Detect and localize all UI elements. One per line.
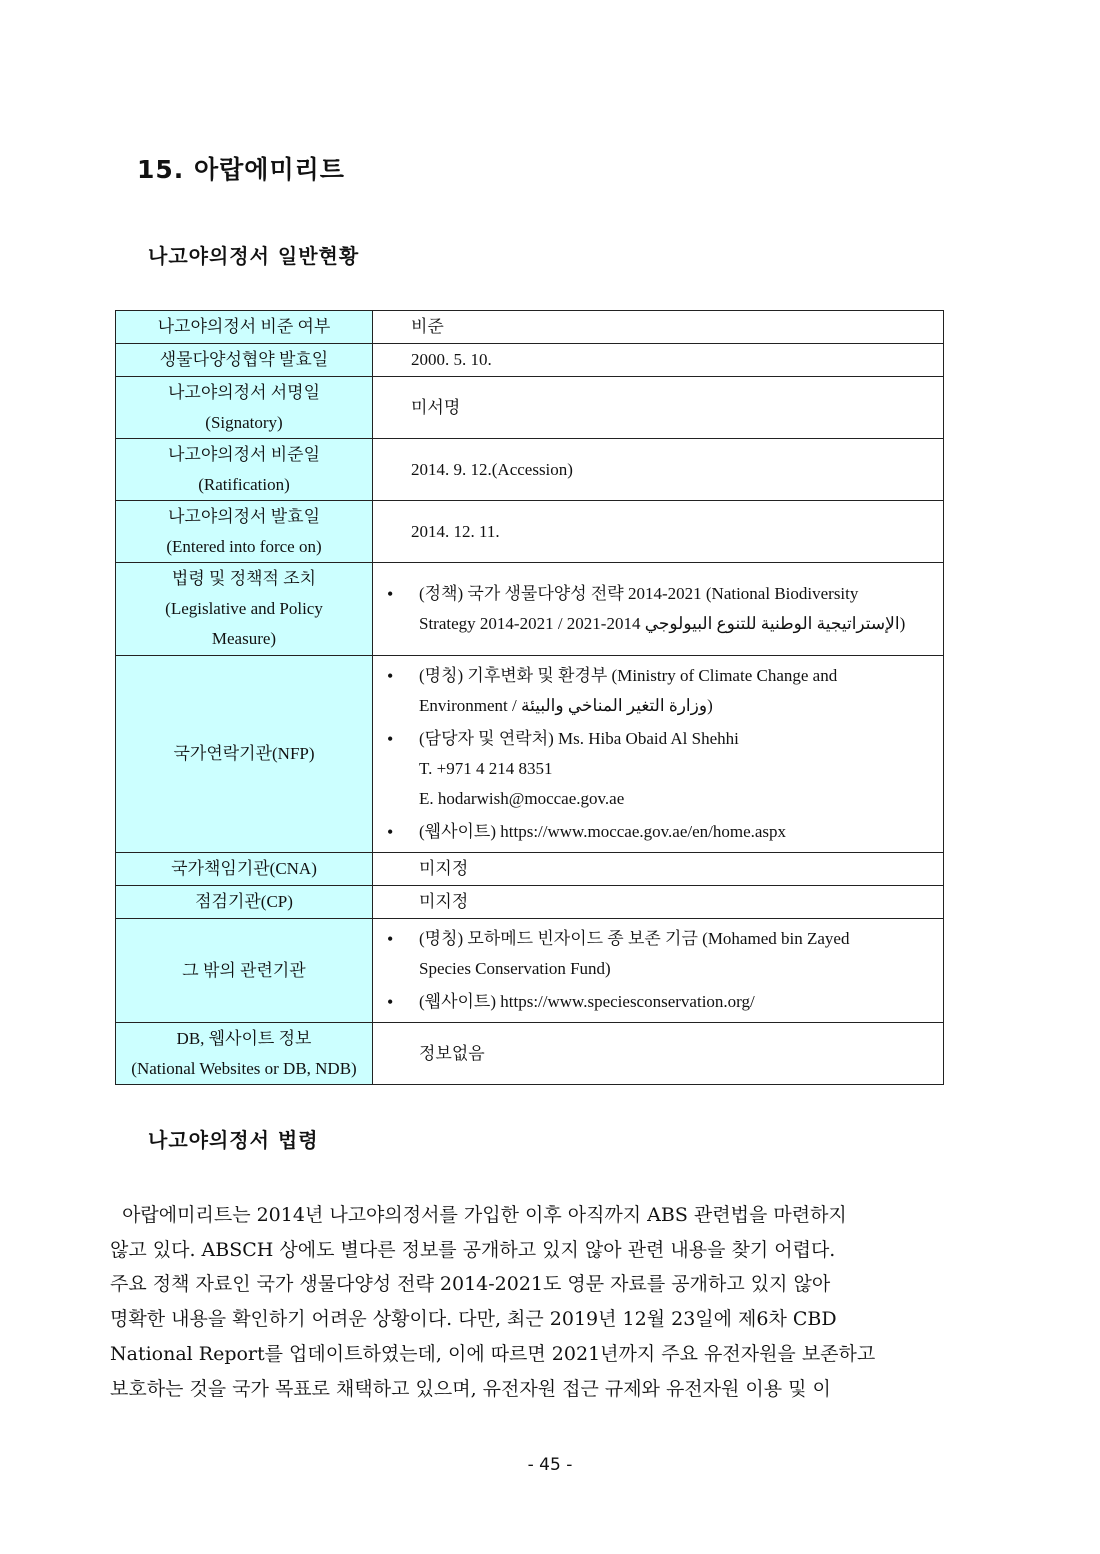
- signatory-label: [116, 377, 373, 439]
- nfp-name-line1: • (명칭) 기후변화 및 환경부 (Ministry of Climate Change and: [419, 666, 838, 685]
- nfp-website: • (웹사이트) https://www.moccae.gov.ae/en/home.aspx: [419, 822, 787, 841]
- measure-value: [373, 563, 944, 656]
- measure-label-en2: Measure): [211, 629, 277, 648]
- nfp-contact-line3: E. hodarwish@moccae.gov.ae: [419, 789, 625, 808]
- entry-label-ko: 나고야의정서 발효일: [167, 506, 321, 526]
- paragraph-line: 아랍에미리트는 2014년 나고야의정서를 가입한 이후 아직까지 ABS 관련법을 마련하지: [110, 1204, 847, 1226]
- measure-label-en1: (Legislative and Policy: [165, 599, 323, 618]
- entry-into-force-value: 2014. 12. 11.: [373, 501, 944, 563]
- list-item: [387, 924, 923, 984]
- signatory-label-en: (Signatory): [205, 412, 283, 432]
- list-item: [387, 817, 923, 847]
- body-paragraph: [110, 1198, 990, 1406]
- signatory-value: 미서명: [373, 377, 944, 439]
- table-row: [116, 1023, 944, 1085]
- db-label: [116, 1023, 373, 1085]
- list-item: [387, 987, 923, 1017]
- section-heading-law: 나고야의정서 법령: [148, 1128, 319, 1152]
- paragraph-line: 않고 있다. ABSCH 상에도 별다른 정보를 공개하고 있지 않아 관련 내용을 찾기 어렵다.: [110, 1238, 836, 1261]
- arabic-text: الإستراتيجية الوطنية للتنوع البيولوجي: [644, 614, 900, 633]
- ratification-date-value: 2014. 9. 12.(Accession): [373, 439, 944, 501]
- table-row: [116, 344, 944, 377]
- ratification-date-label-ko: 나고야의정서 비준일: [167, 444, 321, 464]
- nfp-name-line2: Environment / وزارة التغير المناخي والبيئة): [419, 696, 713, 715]
- other-name-line2: Species Conservation Fund): [419, 959, 611, 978]
- ratification-date-label: [116, 439, 373, 501]
- measure-item-line2: Strategy 2014-2021 / 2021-2014 الإستراتيجية الوطنية للتنوع البيولوجي): [419, 614, 906, 633]
- ratification-value: 비준: [373, 311, 944, 344]
- ratification-date-label-en: (Ratification): [198, 474, 290, 494]
- table-row: [116, 377, 944, 439]
- table-row: [116, 501, 944, 563]
- ratification-label: 나고야의정서 비준 여부: [116, 311, 373, 344]
- measure-label: [116, 563, 373, 656]
- arabic-text: وزارة التغير المناخي والبيئة: [520, 696, 708, 715]
- nfp-value: [373, 656, 944, 853]
- nfp-label: 국가연락기관(NFP): [116, 656, 373, 853]
- db-label-ko: DB, 웹사이트 정보: [176, 1028, 312, 1048]
- db-label-en: (National Websites or DB, NDB): [131, 1058, 357, 1078]
- status-table: [115, 310, 944, 1085]
- cna-label: 국가책임기관(CNA): [116, 853, 373, 886]
- nfp-contact-line2: T. +971 4 214 8351: [419, 759, 553, 778]
- other-label: 그 밖의 관련기관: [116, 919, 373, 1023]
- page-title: 15. 아랍에미리트: [137, 155, 345, 184]
- other-value: [373, 919, 944, 1023]
- table-row: [116, 439, 944, 501]
- paragraph-line: 보호하는 것을 국가 목표로 채택하고 있으며, 유전자원 접근 규제와 유전자원 이용 및 이: [110, 1377, 831, 1400]
- cna-value: 미지정: [373, 853, 944, 886]
- measure-item-line1: • (정책) 국가 생물다양성 전략 2014-2021 (National Biodiversity: [419, 584, 859, 603]
- entry-into-force-label: [116, 501, 373, 563]
- other-website: • (웹사이트) https://www.speciesconservation.org/: [419, 992, 755, 1011]
- cp-value: 미지정: [373, 886, 944, 919]
- paragraph-line: 주요 정책 자료인 국가 생물다양성 전략 2014-2021도 영문 자료를 공개하고 있지 않아: [110, 1273, 831, 1296]
- cp-label: 점검기관(CP): [116, 886, 373, 919]
- list-item: [387, 724, 923, 814]
- entry-label-en: (Entered into force on): [166, 536, 322, 556]
- cbd-label: 생물다양성협약 발효일: [116, 344, 373, 377]
- section-heading-status: 나고야의정서 일반현황: [148, 244, 360, 268]
- table-row: [116, 853, 944, 886]
- table-row: [116, 563, 944, 656]
- table-row: [116, 886, 944, 919]
- page-number: - 45 -: [527, 1455, 573, 1475]
- signatory-label-ko: 나고야의정서 서명일: [167, 382, 321, 402]
- list-item: [387, 661, 923, 721]
- db-value: 정보없음: [373, 1023, 944, 1085]
- other-name-line1: • (명칭) 모하메드 빈자이드 종 보존 기금 (Mohamed bin Zayed: [419, 929, 850, 948]
- paragraph-line: 명확한 내용을 확인하기 어려운 상황이다. 다만, 최근 2019년 12월 23일에 제6차 CBD: [110, 1308, 837, 1331]
- table-row: [116, 919, 944, 1023]
- list-item: [387, 579, 923, 639]
- cbd-value: 2000. 5. 10.: [373, 344, 944, 377]
- table-row: [116, 656, 944, 853]
- table-row: [116, 311, 944, 344]
- measure-label-ko: 법령 및 정책적 조치: [171, 569, 317, 588]
- nfp-contact-line1: • (담당자 및 연락처) Ms. Hiba Obaid Al Shehhi: [419, 729, 739, 748]
- paragraph-line: National Report를 업데이트하였는데, 이에 따르면 2021년까지 주요 유전자원을 보존하고: [110, 1342, 876, 1365]
